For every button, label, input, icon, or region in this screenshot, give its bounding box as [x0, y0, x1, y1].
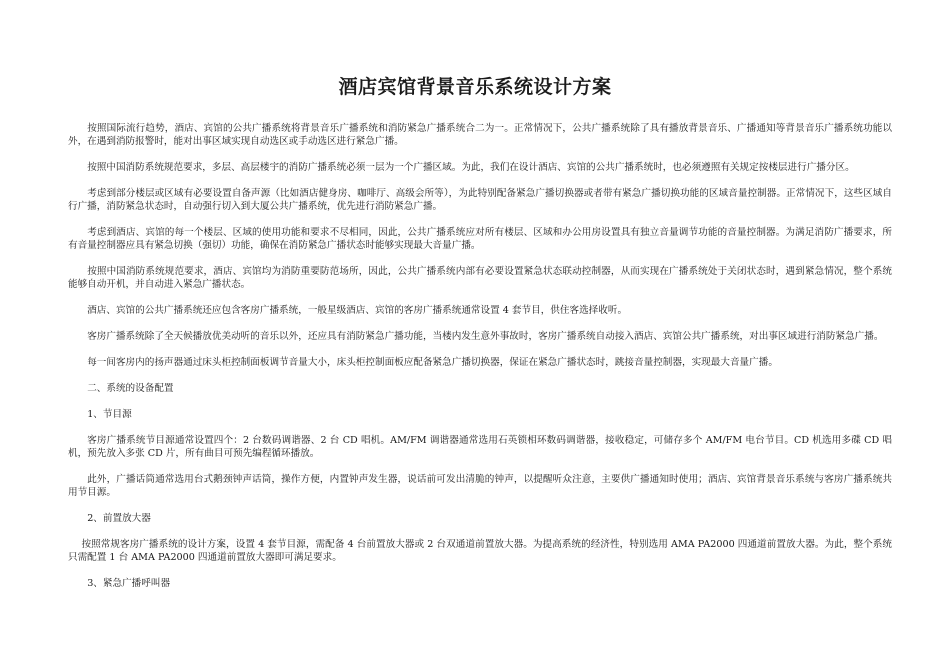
- paragraph: 按照中国消防系统规范要求，酒店、宾馆均为消防重要防范场所，因此，公共广播系统内部有必要设置紧急状态联动控制器，从而实现在广播系统处于关闭状态时，遇到紧急情况，整个系统能够自动开机，并自动进入紧急广播状态。: [68, 266, 892, 290]
- paragraph: 考虑到部分楼层或区域有必要设置自备声源（比如酒店健身房、咖啡厅、高级会所等），为此特别配备紧急广播切换器或者带有紧急广播切换功能的区域音量控制器。正常情况下，这些区域自行广播，消防紧急状态时，自动强行切入到大厦公共广播系统，优先进行消防紧急广播。: [68, 188, 892, 212]
- paragraph: 按照常规客房广播系统的设计方案，设置 4 套节目源，需配备 4 台前置放大器或 2 台双通道前置放大器。为提高系统的经济性，特别选用 AMA PA2000 四通道前置放大器。为此，整个系统只需配置 1 台 AMA PA2000 四通道前置放大器即可满足要求。: [68, 539, 892, 563]
- paragraph: 每一间客房内的扬声器通过床头柜控制面板调节音量大小，床头柜控制面板应配备紧急广播切换器，保证在紧急广播状态时，跳接音量控制器，实现最大音量广播。: [87, 357, 778, 368]
- document-body: [68, 122, 892, 603]
- paragraph: 酒店、宾馆的公共广播系统还应包含客房广播系统，一般星级酒店、宾馆的客房广播系统通常设置 4 套节目，供住客选择收听。: [87, 305, 628, 316]
- paragraph: 考虑到酒店、宾馆的每一个楼层、区域的使用功能和要求不尽相同，因此，公共广播系统应对所有楼层、区域和办公用房设置具有独立音量调节功能的音量控制器。为满足消防广播要求，所有音量控制器应具有紧急切换（强切）功能，确保在消防紧急广播状态时能够实现最大音量广播。: [68, 227, 892, 251]
- paragraph: 客房广播系统节目源通常设置四个：2 台数码调谐器、2 台 CD 唱机。AM/FM 调谐器通常选用石英锁相环数码调谐器，接收稳定，可储存多个 AM/FM 电台节目。CD 机选用多碟 CD 唱机，预先放入多张 CD 片，所有曲目可预先编程循环播放。: [68, 435, 892, 459]
- document-title: 酒店宾馆背景音乐系统设计方案: [338, 76, 612, 98]
- paragraph: 按照国际流行趋势，酒店、宾馆的公共广播系统将背景音乐广播系统和消防紧急广播系统合二为一。正常情况下，公共广播系统除了具有播放背景音乐、广播通知等背景音乐广播系统功能以外，在遇到消防报警时，能对出事区域实现自动选区或手动选区进行紧急广播。: [68, 123, 892, 147]
- subsection-heading: 3、紧急广播呼叫器: [87, 578, 171, 589]
- subsection-heading: 1、节目源: [87, 409, 132, 420]
- paragraph: 客房广播系统除了全天候播放优美动听的音乐以外，还应具有消防紧急广播功能，当楼内发生意外事故时，客房广播系统自动接入酒店、宾馆公共广播系统，对出事区域进行消防紧急广播。: [87, 331, 884, 342]
- subsection-heading: 2、前置放大器: [87, 513, 151, 524]
- section-heading: 二、系统的设备配置: [87, 383, 174, 394]
- paragraph: 此外，广播话筒通常选用台式鹅颈钟声话筒，操作方便，内置钟声发生器，说话前可发出清脆的钟声，以提醒听众注意，主要供广播通知时使用；酒店、宾馆背景音乐系统与客房广播系统共用节目源。: [68, 474, 892, 498]
- paragraph: 按照中国消防系统规范要求，多层、高层楼宇的消防广播系统必须一层为一个广播区域。为此，我们在设计酒店、宾馆的公共广播系统时，也必须遵照有关规定按楼层进行广播分区。: [87, 162, 855, 173]
